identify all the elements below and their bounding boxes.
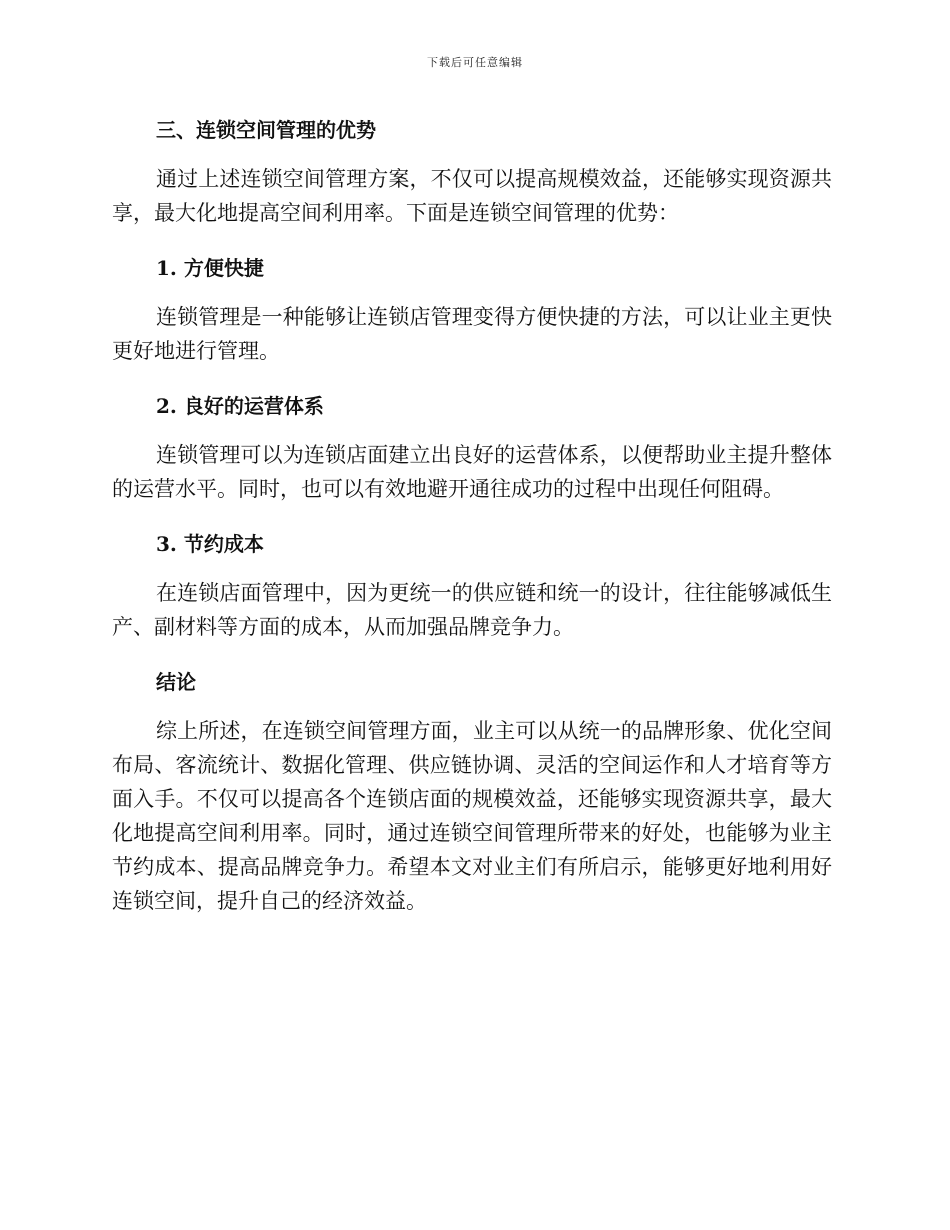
section-paragraph-advantages: 通过上述连锁空间管理方案，不仅可以提高规模效益，还能够实现资源共享，最大化地提高空间利用率。下面是连锁空间管理的优势： xyxy=(112,167,832,225)
section-heading-cost-saving: 3. 节约成本 xyxy=(156,532,264,556)
section-paragraph-conclusion: 综上所述，在连锁空间管理方面，业主可以从统一的品牌形象、优化空间布局、客流统计、数据化管理、供应链协调、灵活的空间运作和人才培育等方面入手。不仅可以提高各个连锁店面的规模效益，还能够实现资源共享，最大化地提高空间利用率。同时，通过连锁空间管理所带来的好处，也能够为业主节约成本、提高品牌竞争力。希望本文对业主们有所启示，能够更好地利用好连锁空间，提升自己的经济效益。 xyxy=(112,719,832,913)
section-heading-advantages: 三、连锁空间管理的优势 xyxy=(156,118,376,142)
section-paragraph-convenience: 连锁管理是一种能够让连锁店管理变得方便快捷的方法，可以让业主更快更好地进行管理。 xyxy=(112,305,832,363)
section-heading-conclusion: 结论 xyxy=(156,670,196,694)
section-heading-operation-system: 2. 良好的运营体系 xyxy=(156,394,324,418)
section-paragraph-operation-system: 连锁管理可以为连锁店面建立出良好的运营体系，以便帮助业主提升整体的运营水平。同时，也可以有效地避开通往成功的过程中出现任何阻碍。 xyxy=(112,443,832,501)
section-heading-convenience: 1. 方便快捷 xyxy=(156,256,264,280)
section-paragraph-cost-saving: 在连锁店面管理中，因为更统一的供应链和统一的设计，往往能够减低生产、副材料等方面的成本，从而加强品牌竞争力。 xyxy=(112,581,832,639)
document-body xyxy=(112,110,832,936)
page-header-note: 下载后可任意编辑 xyxy=(427,56,523,69)
